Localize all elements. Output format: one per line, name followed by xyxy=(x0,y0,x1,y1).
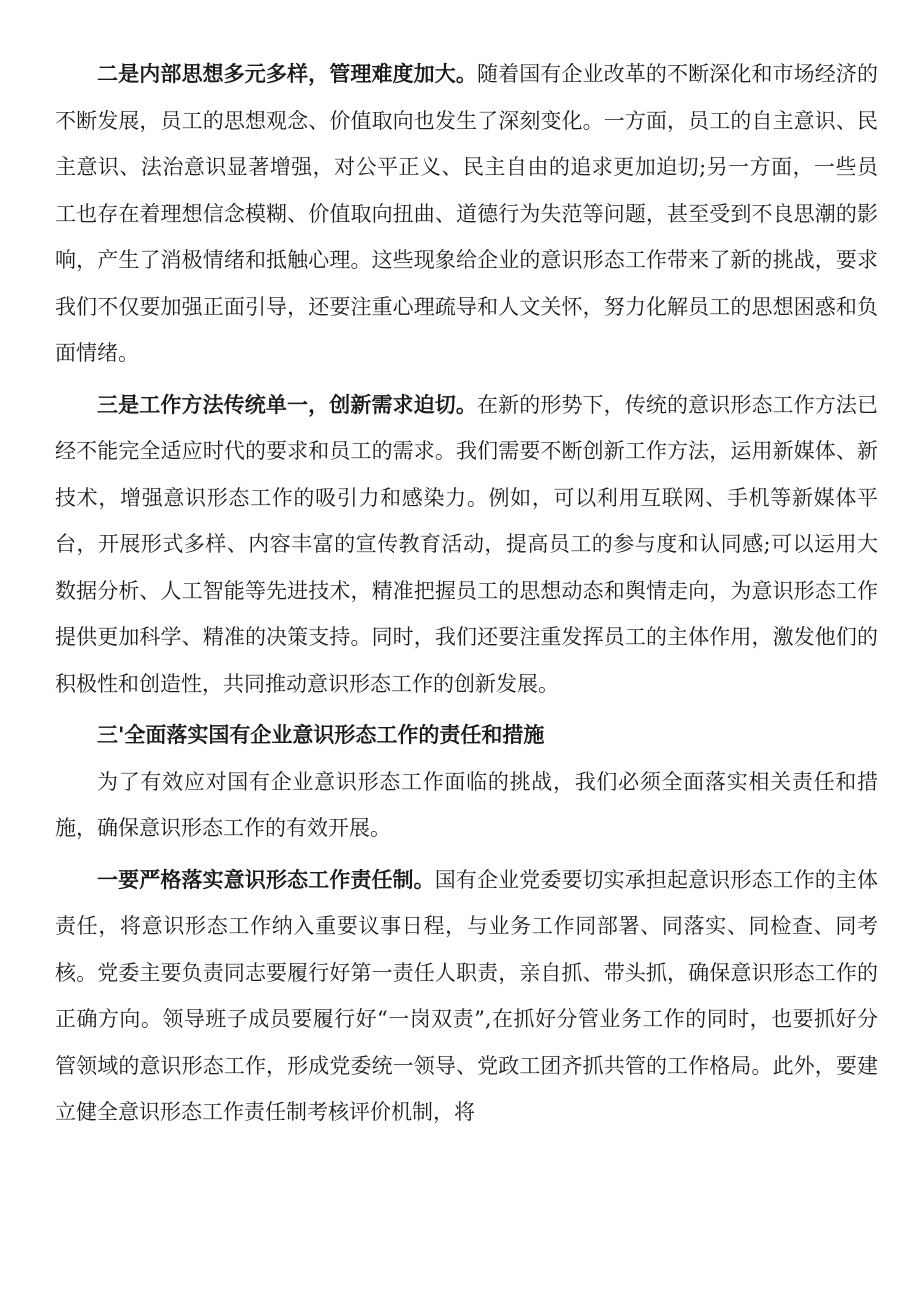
section-heading: 三'全面落实国有企业意识形态工作的责任和措施 xyxy=(97,723,545,747)
paragraph-body: 在新的形势下，传统的意识形态工作方法已经不能完全适应时代的要求和员工的需求。我们需要不断创新工作方法，运用新媒体、新技术，增强意识形态工作的吸引力和感染力。例如，可以利用互联网、手机等新媒体平台，开展形式多样、内容丰富的宣传教育活动，提高员工的参与度和认同感;可以运用大数据分析、人工智能等先进技术，精准把握员工的思想动态和舆情走向，为意识形态工作提供更加科学、精准的决策支持。同时，我们还要注重发挥员工的主体作用，激发他们的积极性和创造性，共同推动意识形态工作的创新发展。 xyxy=(55,392,878,696)
paragraph-responsibility xyxy=(55,857,878,1136)
paragraph-lead: 三是工作方法传统单一，创新需求迫切。 xyxy=(97,392,477,417)
paragraph-work-methods xyxy=(55,382,878,708)
section-intro: 为了有效应对国有企业意识形态工作面临的挑战，我们必须全面落实相关责任和措施，确保意识形态工作的有效开展。 xyxy=(55,769,878,840)
document-page xyxy=(55,51,878,1136)
paragraph-internal-thought xyxy=(55,51,878,377)
paragraph-body: 随着国有企业改革的不断深化和市场经济的不断发展，员工的思想观念、价值取向也发生了深刻变化。一方面，员工的自主意识、民主意识、法治意识显著增强，对公平正义、民主自由的追求更加迫切;另一方面，一些员工也存在着理想信念模糊、价值取向扭曲、道德行为失范等问题，甚至受到不良思潮的影响，产生了消极情绪和抵触心理。这些现象给企业的意识形态工作带来了新的挑战，要求我们不仅要加强正面引导，还要注重心理疏导和人文关怀，努力化解员工的思想困惑和负面情绪。 xyxy=(55,62,878,365)
paragraph-body: 国有企业党委要切实承担起意识形态工作的主体责任，将意识形态工作纳入重要议事日程，与业务工作同部署、同落实、同检查、同考核。党委主要负责同志要履行好第一责任人职责，亲自抓、带头抓，确保意识形态工作的正确方向。领导班子成员要履行好“一岗双责”,在抓好分管业务工作的同时，也要抓好分管领域的意识形态工作，形成党委统一领导、党政工团齐抓共管的工作格局。此外，要建立健全意识形态工作责任制考核评价机制，将 xyxy=(55,867,879,1124)
paragraph-lead: 一要严格落实意识形态工作责任制。 xyxy=(97,867,435,892)
paragraph-lead: 二是内部思想多元多样，管理难度加大。 xyxy=(97,62,477,86)
